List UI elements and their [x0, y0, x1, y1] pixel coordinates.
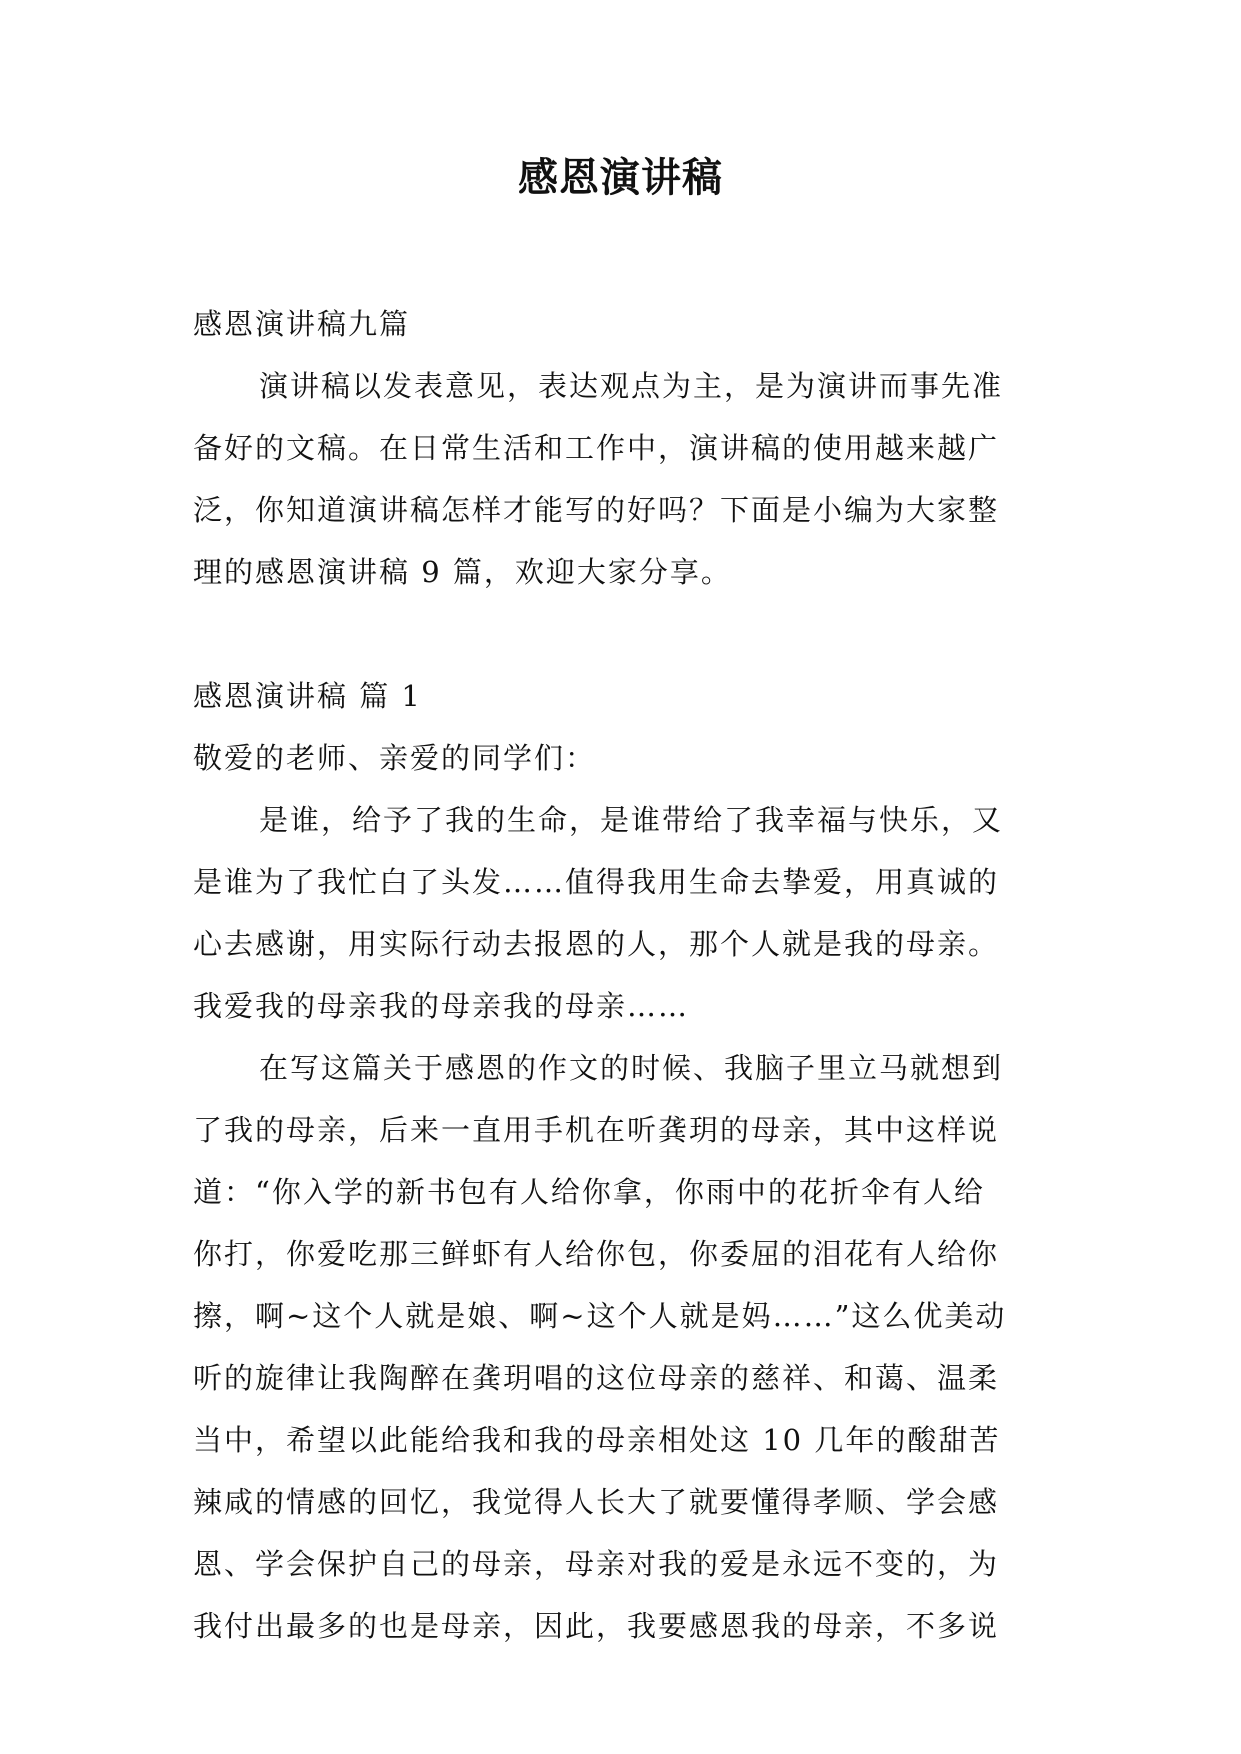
paragraph1-line: 心去感谢，用实际行动去报恩的人，那个人就是我的母亲。: [193, 927, 1000, 961]
intro-line: 理的感恩演讲稿 9 篇，欢迎大家分享。: [193, 555, 732, 589]
document-subtitle: 感恩演讲稿九篇: [193, 307, 411, 341]
paragraph2-line: 听的旋律让我陶醉在龚玥唱的这位母亲的慈祥、和蔼、温柔: [193, 1361, 1000, 1395]
salutation: 敬爱的老师、亲爱的同学们：: [193, 741, 597, 775]
paragraph2-line: 了我的母亲，后来一直用手机在听龚玥的母亲，其中这样说: [193, 1113, 1000, 1147]
paragraph2-line: 当中，希望以此能给我和我的母亲相处这 10 几年的酸甜苦: [193, 1423, 1001, 1457]
paragraph2-line: 辣咸的情感的回忆，我觉得人长大了就要懂得孝顺、学会感: [193, 1485, 1000, 1519]
section-heading: 感恩演讲稿 篇 1: [193, 679, 422, 713]
intro-line: 泛，你知道演讲稿怎样才能写的好吗？下面是小编为大家整: [193, 493, 1000, 527]
paragraph2-line: 道：“你入学的新书包有人给你拿，你雨中的花折伞有人给: [193, 1175, 985, 1209]
intro-line: 备好的文稿。在日常生活和工作中，演讲稿的使用越来越广: [193, 431, 1000, 465]
intro-line: 演讲稿以发表意见，表达观点为主，是为演讲而事先准: [259, 369, 1004, 403]
paragraph2-line: 我付出最多的也是母亲，因此，我要感恩我的母亲，不多说: [193, 1609, 1000, 1643]
document-body: [193, 293, 1063, 1657]
paragraph1-line: 我爱我的母亲我的母亲我的母亲……: [193, 989, 690, 1023]
paragraph1-line: 是谁，给予了我的生命，是谁带给了我幸福与快乐，又: [259, 803, 1004, 837]
paragraph2-line: 恩、学会保护自己的母亲，母亲对我的爱是永远不变的，为: [193, 1547, 1000, 1581]
paragraph-spacer: [193, 603, 1063, 665]
paragraph2-line: 擦，啊~这个人就是娘、啊~这个人就是妈……”这么优美动: [193, 1299, 1007, 1333]
paragraph2-line: 你打，你爱吃那三鲜虾有人给你包，你委屈的泪花有人给你: [193, 1237, 1000, 1271]
paragraph2-line: 在写这篇关于感恩的作文的时候、我脑子里立马就想到: [259, 1051, 1004, 1085]
document-title: 感恩演讲稿: [518, 154, 723, 201]
paragraph1-line: 是谁为了我忙白了头发……值得我用生命去挚爱，用真诚的: [193, 865, 1000, 899]
